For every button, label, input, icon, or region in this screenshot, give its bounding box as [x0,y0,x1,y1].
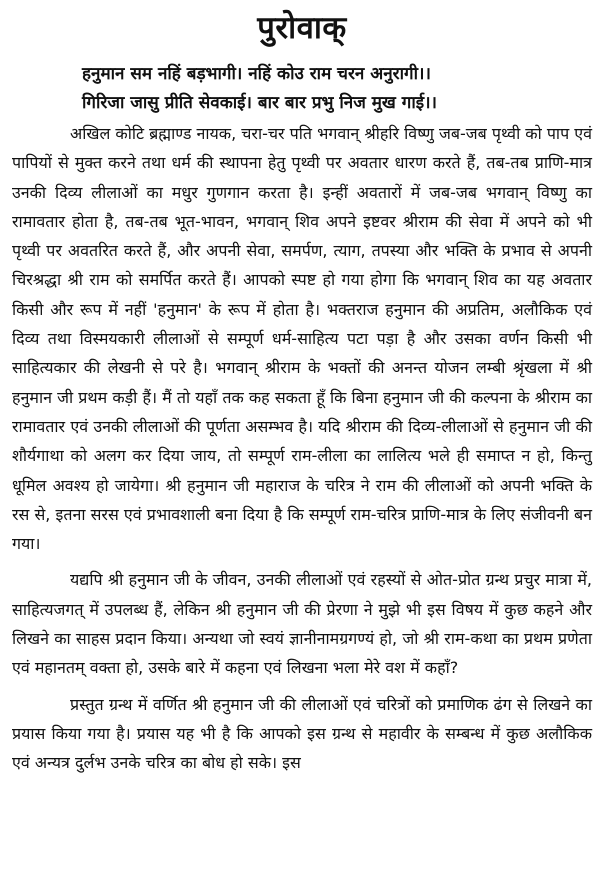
paragraph-2: यद्यपि श्री हनुमान जी के जीवन, उनकी लीलाओं एवं रहस्यों से ओत-प्रोत ग्रन्थ प्रचुर मात्रा में, साहित्यजगत् में उपलब्ध हैं, लेकिन श्री हनुमान जी की प्रेरणा ने मुझे भी इस विषय में कुछ कहने और लिखने का साहस प्रदान किया। अन्यथा जो स्वयं ज्ञानीनामग्रगण्यं हो, जो श्री राम-कथा का प्रथम प्रणेता एवं महानतम् वक्ता हो, उसके बारे में कहना एवं लिखना भला मेरे वश में कहाँ? [12,570,592,678]
verse-line-2: गिरिजा जासु प्रीति सेवकाई। बार बार प्रभु निज मुख गाई।। [82,93,437,113]
paragraph-3: प्रस्तुत ग्रन्थ में वर्णित श्री हनुमान जी की लीलाओं एवं चरित्रों को प्रमाणिक ढंग से लिखने का प्रयास किया गया है। प्रयास यह भी है कि आपको इस ग्रन्थ से महावीर के सम्बन्ध में कुछ अलौकिक एवं अन्यत्र दुर्लभ उनके चरित्र का बोध हो सके। इस [12,694,592,773]
page-title: पुरोवाक् [257,10,347,46]
paragraph-1: अखिल कोटि ब्रह्माण्ड नायक, चरा-चर पति भगवान् श्रीहरि विष्णु जब-जब पृथ्वी को पाप एवं पापियों से मुक्त करने तथा धर्म की स्थापना हेतु पृथ्वी पर अवतार धारण करते हैं, तब-तब प्राणि-मात्र उनकी दिव्य लीलाओं का मधुर गुणगान करता है। इन्हीं अवतारों में जब-जब भगवान् विष्णु का रामावतार होता है, तब-तब भूत-भावन, भगवान् शिव अपने इष्टवर श्रीराम की सेवा में अपने को भी पृथ्वी पर अवतरित करते हैं, और अपनी सेवा, समर्पण, त्याग, तपस्या और भक्ति के प्रभाव से अपनी चिरश्रद्धा श्री राम को समर्पित करते हैं। आपको स्पष्ट हो गया होगा कि भगवान् शिव का यह अवतार किसी और रूप में नहीं 'हनुमान' के रूप में होता है। भक्तराज हनुमान की अप्रतिम, अलौकिक एवं दिव्य तथा विस्मयकारी लीलाओं से सम्पूर्ण धर्म-साहित्य पटा पड़ा है और उसका वर्णन किसी भी साहित्यकार की लेखनी से परे है। भगवान् श्रीराम के भक्तों की अनन्त योजन लम्बी श्रृंखला में श्री हनुमान जी प्रथम कड़ी हैं। मैं तो यहाँ तक कह सकता हूँ कि बिना हनुमान जी की कल्पना के श्रीराम का रामावतार एवं उनकी लीलाओं की पूर्णता असम्भव है। यदि श्रीराम की दिव्य-लीलाओं से हनुमान जी की शौर्यगाथा को अलग कर दिया जाय, तो सम्पूर्ण राम-लीला का लालित्य भले ही समाप्त न हो, किन्तु धूमिल अवश्य हो जायेगा। श्री हनुमान जी महाराज के चरित्र ने राम की लीलाओं को अपनी भक्ति के रस से, इतना सरस एवं प्रभावशाली बना दिया है कि सम्पूर्ण राम-चरित्र प्राणि-मात्र के लिए संजीवनी बन गया। [12,124,592,554]
verse-line-1: हनुमान सम नहिं बड़भागी। नहिं कोउ राम चरन अनुरागी।। [82,64,431,84]
